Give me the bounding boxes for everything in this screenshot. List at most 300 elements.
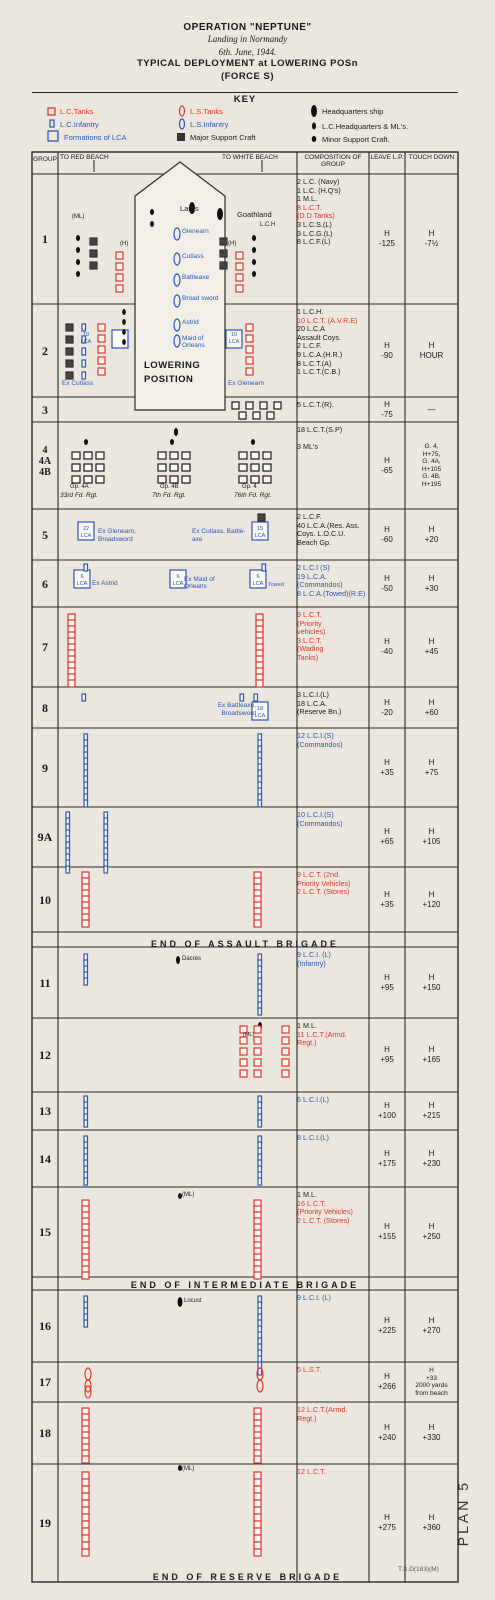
force-title: (FORCE S)	[220, 71, 275, 82]
header-red-beach: TO RED BEACH	[60, 154, 109, 161]
leave-lp-cell: H -65	[381, 455, 393, 475]
lct-sp	[263, 476, 271, 483]
lct	[82, 1486, 89, 1493]
lci	[82, 348, 86, 355]
major-support-craft	[220, 250, 227, 257]
leave-lp-cell: H +95	[380, 972, 394, 992]
subtitle-date: 6th. June, 1944.	[218, 47, 277, 57]
key-panel	[32, 92, 458, 153]
composition-line: 1 M.L.	[297, 1021, 317, 1030]
header-white-beach: TO WHITE BEACH	[222, 154, 278, 161]
minor-support-craft	[252, 247, 256, 253]
composition-line: 3 L.C.S.(L)	[297, 219, 332, 229]
leave-lp-cell: H -20	[381, 697, 393, 717]
touch-down-cell: H +230	[422, 1148, 441, 1168]
leave-lp-cell: H -90	[381, 340, 393, 360]
group-number: 11	[39, 975, 51, 990]
ship-maid-of-orleans: Maid of Orleans	[182, 335, 205, 349]
composition-line: (D.D Tanks)	[297, 211, 335, 221]
note-gp4b: Gp. 4B	[160, 484, 179, 490]
lct-sp	[170, 452, 178, 459]
lct	[82, 1549, 89, 1556]
touch-down-cell: H +360	[422, 1513, 441, 1532]
composition-cell	[297, 732, 369, 749]
lca-count: 6	[80, 574, 84, 580]
composition-line: 3 L.C.I.(L)	[297, 690, 329, 699]
composition-line: 8 L.C.I.(L)	[297, 1133, 329, 1142]
lct-armoured	[282, 1048, 289, 1055]
group-number: 9	[42, 760, 48, 775]
lca-label: LCA	[80, 533, 92, 539]
touch-down-cell: H +20	[424, 524, 439, 544]
lca-label: LCA	[228, 339, 240, 345]
composition-line: 11 L.C.T.(Armd.	[297, 1029, 347, 1039]
ml-marker	[170, 439, 174, 445]
group-number: 6	[42, 576, 48, 591]
composition-line: 5 L.C.T.(R).	[297, 400, 334, 409]
composition-cell	[297, 1022, 369, 1048]
lct-armoured	[282, 1037, 289, 1044]
note-g5a: Ex Glenearn, Broadsword	[98, 528, 136, 543]
touch-down-cell: H +75	[424, 757, 439, 777]
header-touch: TOUCH DOWN	[408, 154, 455, 161]
group-number: 18	[39, 1426, 51, 1440]
lct-rocket	[239, 412, 246, 419]
note-ex-astrid: Ex Astrid	[92, 580, 118, 587]
lct-rocket	[232, 402, 239, 409]
composition-cell	[297, 1366, 369, 1375]
lca-label: LCA	[254, 533, 266, 539]
key-lsi: L.S.Infantry	[190, 120, 229, 129]
lct-stores	[254, 1272, 261, 1279]
lct-avre	[246, 368, 253, 375]
lci-infantry	[84, 978, 88, 985]
hq-marker	[174, 428, 178, 436]
composition-line: (Wading	[297, 644, 324, 654]
lci-infantry	[258, 1008, 262, 1015]
lct-red-beach	[116, 252, 123, 259]
end-assault-brigade: END OF ASSAULT BRIGADE	[150, 939, 339, 949]
lct	[254, 1549, 261, 1556]
lct-avre	[98, 346, 105, 353]
lct-avre	[98, 335, 105, 342]
touch-down-cell: H +60	[424, 697, 439, 717]
composition-line: 18 L.C.A.	[297, 698, 327, 708]
lct-sp	[96, 476, 104, 483]
lct-armoured	[254, 1026, 261, 1033]
minor-support-craft	[150, 221, 154, 227]
composition-line: 1 M.L.	[297, 194, 317, 204]
composition-line: 2 L.C.F.	[297, 512, 322, 521]
lca-label: LCA	[76, 581, 88, 587]
touch-down-cell: H +330	[422, 1423, 441, 1442]
lct-sp	[158, 464, 166, 471]
lct-sp	[84, 452, 92, 459]
lci-commandos	[66, 866, 70, 873]
lct	[254, 1521, 261, 1528]
touch-down-cell: H +30	[424, 573, 439, 593]
main-title: TYPICAL DEPLOYMENT at LOWERING POSn	[136, 58, 359, 69]
composition-cell	[297, 564, 369, 598]
composition-line: 12 L.C.T.	[297, 1467, 326, 1476]
lct-sp	[182, 452, 190, 459]
group-number: 8	[42, 700, 48, 715]
major-support-craft	[220, 262, 227, 269]
lci	[258, 1178, 262, 1185]
goathland-hq-ship	[217, 208, 223, 220]
composition-line: 2 L.C. (Navy)	[297, 177, 340, 186]
composition-line: 12 L.C.I.(S)	[297, 731, 334, 740]
ship-goathland: Goathland	[237, 210, 272, 219]
lci	[254, 694, 258, 701]
note-gp4: Gp. 4	[242, 484, 257, 490]
minor-support-craft	[76, 235, 80, 241]
lca-label: LCA	[254, 713, 266, 719]
touch-down-cell: H +33 2000 yards from beach	[415, 1367, 448, 1397]
group-number: 7	[42, 640, 48, 654]
composition-cell	[297, 426, 369, 452]
lct-sp	[182, 476, 190, 483]
leave-lp-cell: H -40	[381, 637, 393, 656]
composition-line: (Infantry)	[297, 958, 326, 968]
group-number: 2	[42, 343, 48, 358]
composition-line: 9 L.C.T.	[297, 610, 322, 619]
note-dacres: Dacres	[182, 956, 202, 962]
major-support-craft	[90, 262, 97, 269]
lca-count: 10	[82, 332, 90, 338]
lct-sp	[158, 476, 166, 483]
lct	[254, 1500, 261, 1507]
major-support-craft	[66, 324, 73, 331]
leave-lp-cell: H +65	[380, 827, 394, 846]
composition-line: vehicles)	[297, 627, 326, 637]
lct-red-beach	[116, 285, 123, 292]
ml-marker	[84, 439, 88, 445]
leave-lp-cell: H +266	[377, 1372, 397, 1391]
composition-line: 3 ML's	[297, 442, 318, 452]
note-locust: Locust	[184, 1298, 202, 1304]
lct	[254, 1493, 261, 1500]
lct-armoured	[254, 1048, 261, 1055]
key-heading: KEY	[233, 94, 257, 105]
leave-lp-cell: H +95	[380, 1045, 394, 1064]
touch-down-cell: H +45	[424, 637, 439, 656]
key-lch: L.C.Headquarters & ML's.	[322, 122, 409, 131]
major-support-craft	[66, 348, 73, 355]
lct-rocket	[246, 402, 253, 409]
composition-line: Tanks)	[297, 652, 319, 662]
composition-line: 1 L.C.T.(C.B.)	[297, 367, 341, 377]
composition-line: 8 L.C.A.(Towed)(R.E)	[297, 588, 366, 598]
lowering-label-1: LOWERING	[144, 360, 201, 371]
major-support-craft	[90, 250, 97, 257]
lct-sp	[239, 476, 247, 483]
note-ex-maid: Ex Maid of Orleans	[184, 576, 215, 590]
note-towed: Towed	[268, 582, 284, 588]
note-ml-19: (ML)	[182, 1466, 195, 1472]
lct-armoured	[282, 1059, 289, 1066]
lct-sp	[170, 464, 178, 471]
lct-sp	[72, 476, 80, 483]
touch-down-cell: H +250	[422, 1222, 441, 1241]
operation-title: OPERATION "NEPTUNE"	[183, 22, 312, 33]
composition-line: 20 L.C.A	[297, 324, 325, 334]
touch-down-cell: H +105	[422, 827, 441, 846]
lct	[254, 1514, 261, 1521]
composition-line: 2 L.C.T. (Stores)	[297, 887, 350, 897]
dacres-hq-ship	[176, 956, 180, 964]
lct-avre	[98, 357, 105, 364]
minor-support-craft	[76, 271, 80, 277]
plan-number: PLAN 5	[455, 1480, 471, 1547]
lct-priority	[68, 680, 75, 687]
group-number: 17	[39, 1375, 51, 1389]
note-ex-cutlass: Ex Cutlass	[62, 380, 94, 387]
lct-armoured	[82, 1456, 89, 1463]
lct	[82, 1479, 89, 1486]
lct-armoured	[254, 1059, 261, 1066]
ml-label-1: (ML)	[72, 214, 85, 220]
composition-cell	[297, 611, 369, 663]
leave-lp-cell: H +35	[380, 757, 394, 777]
header-composition: COMPOSITION OF GROUP	[304, 154, 362, 168]
lct-rocket	[274, 402, 281, 409]
ship-lch: L.C.H	[260, 222, 276, 228]
composition-line: 9 L.C.A.(H.R.)	[297, 349, 343, 359]
composition-cell	[297, 308, 369, 377]
group-number: 15	[39, 1225, 51, 1239]
composition-line: (Reserve Bn.)	[297, 707, 342, 717]
deployment-table	[32, 152, 458, 1582]
lct-white-beach	[236, 285, 243, 292]
ship-largs: Largs	[180, 204, 199, 213]
composition-line: Assault Coys.	[297, 332, 341, 342]
deployment-graphics	[32, 152, 458, 1582]
composition-line: 2 L.C.T. (Stores)	[297, 1215, 350, 1225]
composition-line: 10 L.C.I.(S)	[297, 810, 334, 819]
composition-line: 1 L.C. (H.Q's)	[297, 185, 341, 195]
lct-avre	[246, 357, 253, 364]
lci	[84, 1320, 88, 1327]
locust-hq-ship	[178, 1297, 183, 1307]
composition-line: 12 L.C.T.(Armd.	[297, 1405, 348, 1414]
lci-commandos	[84, 800, 88, 807]
end-reserve-brigade: END OF RESERVE BRIGADE	[152, 1572, 343, 1582]
lct-sp	[96, 452, 104, 459]
composition-line: Beach Gp.	[297, 537, 331, 547]
composition-line: Priority Vehicles)	[297, 878, 351, 888]
lct-armoured	[254, 1037, 261, 1044]
lct-avre	[98, 324, 105, 331]
lci	[262, 564, 266, 571]
lci	[84, 564, 88, 571]
lct	[254, 1472, 261, 1479]
lct-wading	[256, 680, 263, 687]
lca-label: LCA	[172, 581, 184, 587]
lct-armoured	[282, 1026, 289, 1033]
group-number: 19	[39, 1516, 51, 1530]
lct-avre	[246, 324, 253, 331]
composition-cell	[297, 1191, 369, 1225]
lct-avre	[98, 368, 105, 375]
lct	[82, 1514, 89, 1521]
composition-line: 9 L.C.I. (L)	[297, 950, 331, 959]
note-7fd: 7th Fd. Rgt.	[152, 492, 186, 499]
lct	[254, 1535, 261, 1542]
lct-priority	[82, 1272, 89, 1279]
lct	[254, 1528, 261, 1535]
major-support-craft	[258, 514, 265, 521]
major-support-craft	[66, 360, 73, 367]
major-support-craft	[66, 336, 73, 343]
lct-stores	[254, 920, 261, 927]
major-support-craft	[90, 238, 97, 245]
note-ml-12: (ML)	[243, 1032, 255, 1038]
group-number: 4 4A 4B	[38, 444, 52, 478]
touch-down-cell: H HOUR	[419, 340, 444, 360]
note-gp4a: Gp. 4A	[70, 484, 89, 490]
composition-line: (Priority	[297, 618, 322, 628]
ml-marker	[251, 439, 255, 445]
lci	[84, 1178, 88, 1185]
lct-sp	[84, 464, 92, 471]
lct-sp	[96, 464, 104, 471]
note-33fd: 33rd Fd. Rgt.	[60, 492, 98, 499]
composition-line: (Commandos)	[297, 739, 343, 749]
touch-down-cell: —	[427, 404, 436, 414]
lct	[254, 1479, 261, 1486]
touch-down-cell: H +120	[422, 889, 441, 909]
note-g8: Ex Battleaxe, Broadsword	[217, 702, 256, 717]
key-major: Major Support Craft	[190, 133, 256, 142]
lct-sp	[239, 464, 247, 471]
lci	[82, 324, 86, 331]
lct-white-beach	[236, 263, 243, 270]
composition-line: 6 L.C.I.(L)	[297, 1095, 329, 1104]
lowering-label-2: POSITION	[144, 374, 194, 385]
leave-lp-cell: H -125	[378, 229, 395, 248]
composition-line: 1 L.C.H.	[297, 307, 324, 316]
leave-lp-cell: H +100	[377, 1101, 397, 1120]
h-label-1: (H)	[120, 241, 129, 247]
lca-count: 18	[256, 706, 264, 712]
composition-cell	[297, 1096, 369, 1105]
lct-sp	[170, 476, 178, 483]
touch-down-cell: H +215	[422, 1101, 441, 1120]
composition-line: 40 L.C.A.(Res. Ass.	[297, 520, 360, 530]
touch-down-cell: H +150	[422, 972, 441, 992]
lct-sp	[263, 452, 271, 459]
lct	[82, 1472, 89, 1479]
note-76fd: 76th Fd. Rgt.	[234, 492, 272, 499]
major-support-craft	[66, 372, 73, 379]
lct-rocket	[267, 412, 274, 419]
lca-count: 6	[256, 574, 260, 580]
leave-lp-cell: H +275	[377, 1513, 397, 1532]
lca-label: LCA	[80, 339, 92, 345]
lct-armoured	[254, 1070, 261, 1077]
lca-count: 10	[230, 332, 238, 338]
lct-priority	[82, 920, 89, 927]
reference-number: T.S.D(183)(M)	[398, 1566, 439, 1573]
lct-white-beach	[236, 274, 243, 281]
lci	[258, 1120, 262, 1127]
composition-line: 10 L.C.T. (A.V.R.E)	[297, 315, 358, 325]
note-g5b: Ex Cutlass, Battle-axe	[192, 528, 246, 543]
composition-cell	[297, 513, 369, 547]
lct-sp	[158, 452, 166, 459]
composition-cell	[297, 1134, 369, 1143]
composition-line: Regt.)	[297, 1038, 317, 1048]
header-group: GROUP	[33, 156, 57, 163]
composition-line: 3 L.C.G.(L)	[297, 228, 333, 238]
minor-support-craft	[122, 309, 126, 315]
composition-line: Regt.)	[297, 1413, 317, 1423]
lct-sp	[251, 452, 259, 459]
lci	[84, 1120, 88, 1127]
lct-sp	[251, 476, 259, 483]
leave-lp-cell: H +175	[377, 1148, 397, 1168]
leave-lp-cell: H -60	[381, 524, 393, 544]
ship-cutlass: Cutlass	[182, 253, 204, 260]
lct	[254, 1542, 261, 1549]
group-number: 14	[39, 1151, 51, 1166]
key-minor: Minor Support Craft.	[322, 135, 390, 144]
composition-line: 8 L.C.T.(A)	[297, 358, 332, 368]
lci	[82, 694, 86, 701]
leave-lp-cell: H +155	[377, 1222, 397, 1241]
lci	[82, 360, 86, 367]
lct-red-beach	[116, 263, 123, 270]
group-number: 16	[39, 1319, 51, 1333]
touch-down-cell: G. 4, H+75, G. 4A, H+105 G. 4B, H+195	[421, 443, 442, 488]
lct-sp	[72, 452, 80, 459]
minor-support-craft	[252, 259, 256, 265]
lct-avre	[246, 346, 253, 353]
composition-line: 1 M.L.	[297, 1190, 317, 1199]
group-number: 3	[42, 402, 48, 417]
lct-sp	[84, 476, 92, 483]
leave-lp-cell: H -50	[381, 573, 393, 593]
composition-cell	[297, 1406, 369, 1423]
leave-lp-cell: H +240	[377, 1423, 397, 1442]
lct-rocket	[260, 402, 267, 409]
minor-support-craft	[76, 259, 80, 265]
composition-cell	[297, 178, 369, 247]
lct-armoured	[254, 1456, 261, 1463]
lct-sp	[251, 464, 259, 471]
key-hq: Headquarters ship	[322, 107, 384, 116]
minor-support-craft	[122, 339, 126, 345]
lct-sp	[239, 452, 247, 459]
lct-armoured	[240, 1048, 247, 1055]
minor-support-craft	[122, 319, 126, 325]
group-number: 9A	[37, 830, 53, 844]
composition-cell	[297, 951, 369, 968]
lca-count: 15	[256, 526, 264, 532]
minor-support-craft	[122, 329, 126, 335]
lct-rocket	[253, 412, 260, 419]
composition-cell	[297, 871, 369, 897]
touch-down-cell: H -7½	[424, 229, 439, 248]
lct-armoured	[282, 1070, 289, 1077]
ship-broadsword: Broad sword	[182, 295, 219, 302]
lct	[82, 1535, 89, 1542]
note-ml-15: (ML)	[182, 1192, 195, 1198]
composition-cell	[297, 1294, 369, 1303]
key-lca: Formations of LCA	[64, 133, 127, 142]
lci-commandos	[104, 866, 108, 873]
